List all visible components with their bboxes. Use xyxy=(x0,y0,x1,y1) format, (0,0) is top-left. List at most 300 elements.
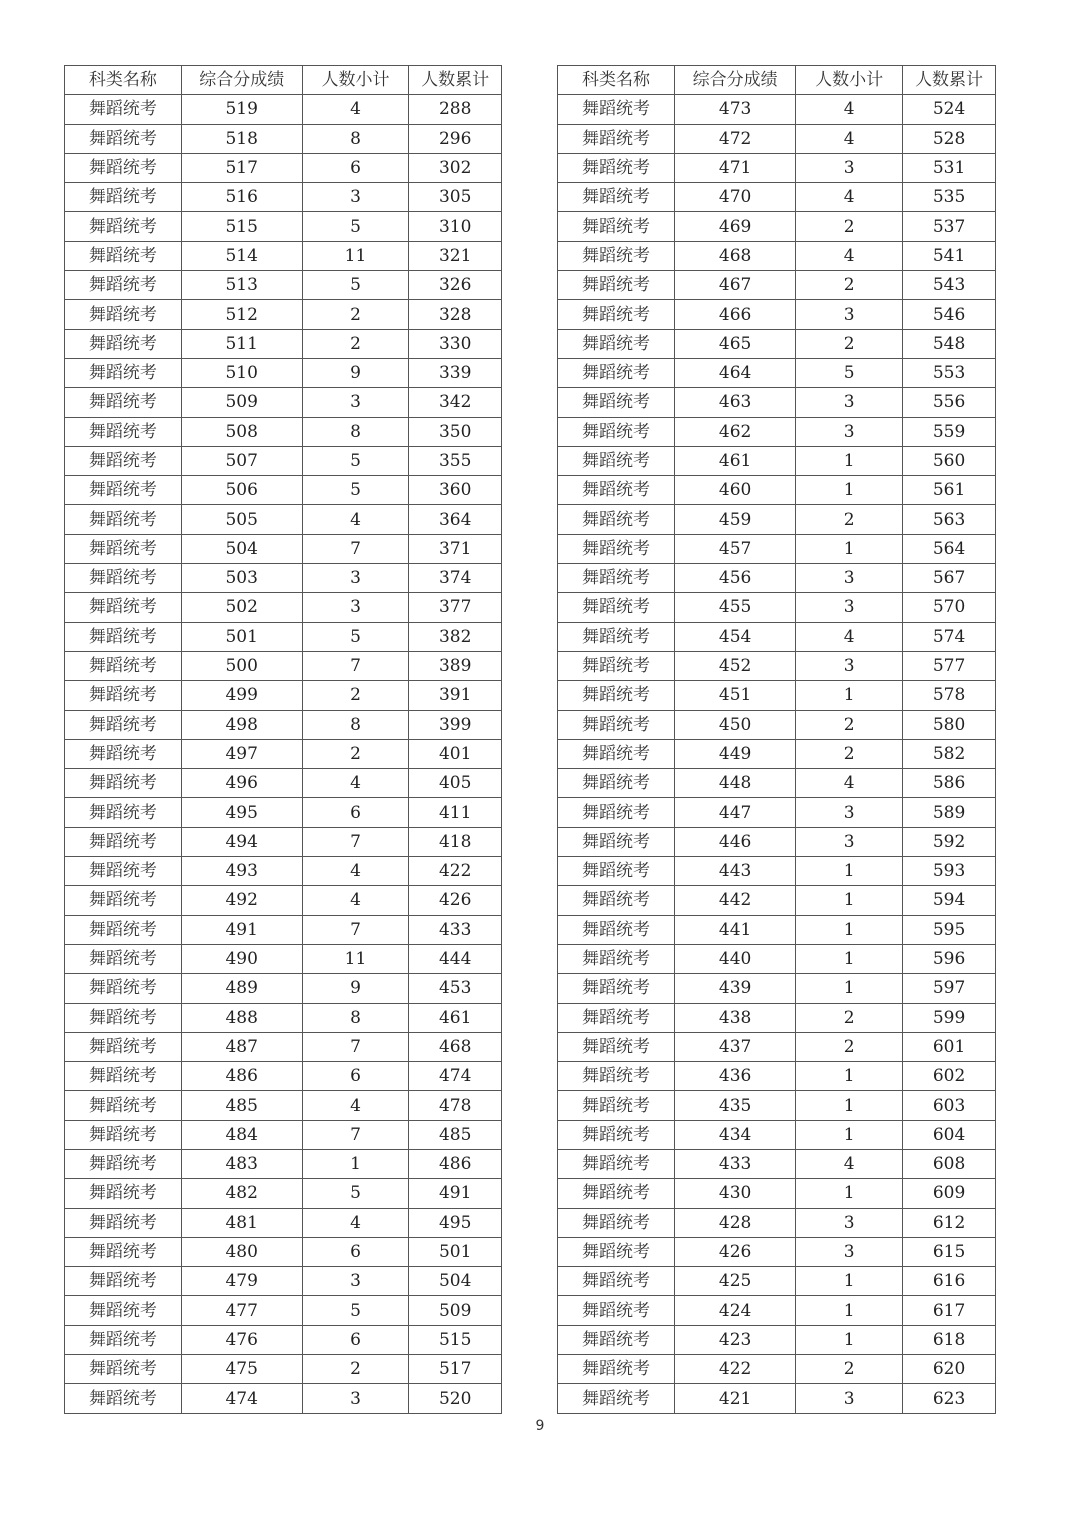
cell-category: 舞蹈统考 xyxy=(558,710,675,739)
table-row xyxy=(558,886,996,915)
cell-count: 7 xyxy=(302,915,409,944)
table-row xyxy=(65,915,502,944)
cell-score: 518 xyxy=(181,124,302,153)
cell-category: 舞蹈统考 xyxy=(558,1237,675,1266)
table-row xyxy=(558,1062,996,1091)
cell-score: 439 xyxy=(675,974,796,1003)
cell-category: 舞蹈统考 xyxy=(65,1003,182,1032)
cell-category: 舞蹈统考 xyxy=(558,1062,675,1091)
cell-count: 1 xyxy=(796,944,903,973)
table-row xyxy=(65,329,502,358)
cell-cumulative: 564 xyxy=(903,534,996,563)
cell-cumulative: 561 xyxy=(903,476,996,505)
cell-category: 舞蹈统考 xyxy=(558,739,675,768)
cell-count: 3 xyxy=(302,1384,409,1413)
table-row xyxy=(65,358,502,387)
table-row xyxy=(65,681,502,710)
cell-count: 1 xyxy=(796,446,903,475)
cell-category: 舞蹈统考 xyxy=(65,183,182,212)
cell-count: 4 xyxy=(302,857,409,886)
cell-cumulative: 595 xyxy=(903,915,996,944)
cell-score: 434 xyxy=(675,1120,796,1149)
cell-count: 9 xyxy=(302,358,409,387)
cell-category: 舞蹈统考 xyxy=(65,681,182,710)
cell-category: 舞蹈统考 xyxy=(65,505,182,534)
cell-count: 1 xyxy=(796,1179,903,1208)
cell-score: 474 xyxy=(181,1384,302,1413)
cell-count: 4 xyxy=(302,505,409,534)
cell-score: 433 xyxy=(675,1149,796,1178)
cell-count: 1 xyxy=(796,886,903,915)
table-row xyxy=(65,1091,502,1120)
score-table-left xyxy=(64,65,502,1414)
cell-count: 9 xyxy=(302,974,409,1003)
cell-score: 449 xyxy=(675,739,796,768)
cell-cumulative: 422 xyxy=(409,857,502,886)
cell-cumulative: 478 xyxy=(409,1091,502,1120)
cell-count: 6 xyxy=(302,153,409,182)
cell-count: 5 xyxy=(796,358,903,387)
cell-category: 舞蹈统考 xyxy=(65,622,182,651)
cell-count: 7 xyxy=(302,1032,409,1061)
cell-count: 1 xyxy=(302,1149,409,1178)
cell-cumulative: 537 xyxy=(903,212,996,241)
table-row xyxy=(65,124,502,153)
cell-category: 舞蹈统考 xyxy=(558,1208,675,1237)
cell-count: 3 xyxy=(796,153,903,182)
cell-category: 舞蹈统考 xyxy=(65,329,182,358)
cell-score: 450 xyxy=(675,710,796,739)
cell-count: 3 xyxy=(796,798,903,827)
table-row xyxy=(65,1032,502,1061)
cell-category: 舞蹈统考 xyxy=(558,153,675,182)
cell-category: 舞蹈统考 xyxy=(558,271,675,300)
cell-count: 2 xyxy=(796,1032,903,1061)
table-row xyxy=(65,241,502,270)
cell-cumulative: 360 xyxy=(409,476,502,505)
header-category: 科类名称 xyxy=(65,66,182,95)
cell-category: 舞蹈统考 xyxy=(65,739,182,768)
cell-category: 舞蹈统考 xyxy=(558,476,675,505)
cell-score: 511 xyxy=(181,329,302,358)
cell-category: 舞蹈统考 xyxy=(65,915,182,944)
table-row xyxy=(558,1384,996,1413)
table-row xyxy=(65,476,502,505)
table-row xyxy=(558,681,996,710)
cell-category: 舞蹈统考 xyxy=(65,1091,182,1120)
cell-score: 485 xyxy=(181,1091,302,1120)
cell-category: 舞蹈统考 xyxy=(65,476,182,505)
table-row xyxy=(65,1062,502,1091)
cell-count: 1 xyxy=(796,1091,903,1120)
cell-category: 舞蹈统考 xyxy=(558,974,675,1003)
table-row xyxy=(558,1267,996,1296)
cell-cumulative: 586 xyxy=(903,769,996,798)
table-row xyxy=(65,622,502,651)
cell-cumulative: 602 xyxy=(903,1062,996,1091)
cell-count: 6 xyxy=(302,1325,409,1354)
cell-score: 476 xyxy=(181,1325,302,1354)
cell-count: 1 xyxy=(796,1062,903,1091)
table-row xyxy=(558,271,996,300)
cell-category: 舞蹈统考 xyxy=(558,1384,675,1413)
cell-count: 4 xyxy=(302,886,409,915)
cell-score: 488 xyxy=(181,1003,302,1032)
cell-count: 4 xyxy=(796,622,903,651)
table-row xyxy=(558,358,996,387)
table-row xyxy=(558,1237,996,1266)
cell-category: 舞蹈统考 xyxy=(65,944,182,973)
page-number: 9 xyxy=(535,1418,545,1434)
table-row xyxy=(558,534,996,563)
table-row xyxy=(558,388,996,417)
cell-count: 3 xyxy=(302,388,409,417)
table-row xyxy=(65,1267,502,1296)
table-row xyxy=(65,388,502,417)
cell-score: 440 xyxy=(675,944,796,973)
cell-cumulative: 342 xyxy=(409,388,502,417)
cell-count: 3 xyxy=(796,651,903,680)
cell-count: 2 xyxy=(302,329,409,358)
cell-count: 6 xyxy=(302,1062,409,1091)
table-row xyxy=(558,1355,996,1384)
cell-score: 468 xyxy=(675,241,796,270)
cell-category: 舞蹈统考 xyxy=(65,857,182,886)
cell-cumulative: 371 xyxy=(409,534,502,563)
cell-score: 479 xyxy=(181,1267,302,1296)
cell-cumulative: 296 xyxy=(409,124,502,153)
table-row xyxy=(558,651,996,680)
table-row xyxy=(558,153,996,182)
cell-cumulative: 321 xyxy=(409,241,502,270)
cell-score: 438 xyxy=(675,1003,796,1032)
cell-category: 舞蹈统考 xyxy=(65,798,182,827)
table-row xyxy=(65,564,502,593)
cell-cumulative: 531 xyxy=(903,153,996,182)
cell-cumulative: 603 xyxy=(903,1091,996,1120)
cell-score: 492 xyxy=(181,886,302,915)
cell-cumulative: 355 xyxy=(409,446,502,475)
cell-cumulative: 524 xyxy=(903,95,996,124)
cell-count: 2 xyxy=(796,710,903,739)
cell-score: 484 xyxy=(181,1120,302,1149)
cell-score: 509 xyxy=(181,388,302,417)
cell-score: 463 xyxy=(675,388,796,417)
table-row xyxy=(558,95,996,124)
cell-category: 舞蹈统考 xyxy=(558,183,675,212)
table-row xyxy=(558,1032,996,1061)
cell-cumulative: 453 xyxy=(409,974,502,1003)
cell-category: 舞蹈统考 xyxy=(558,1091,675,1120)
cell-category: 舞蹈统考 xyxy=(558,95,675,124)
cell-category: 舞蹈统考 xyxy=(558,769,675,798)
cell-count: 7 xyxy=(302,534,409,563)
cell-cumulative: 391 xyxy=(409,681,502,710)
cell-cumulative: 612 xyxy=(903,1208,996,1237)
cell-category: 舞蹈统考 xyxy=(558,827,675,856)
cell-cumulative: 418 xyxy=(409,827,502,856)
table-row xyxy=(65,212,502,241)
cell-score: 459 xyxy=(675,505,796,534)
table-row xyxy=(558,505,996,534)
cell-cumulative: 559 xyxy=(903,417,996,446)
cell-cumulative: 468 xyxy=(409,1032,502,1061)
cell-score: 516 xyxy=(181,183,302,212)
cell-category: 舞蹈统考 xyxy=(65,95,182,124)
cell-category: 舞蹈统考 xyxy=(558,1325,675,1354)
cell-count: 3 xyxy=(302,593,409,622)
table-row xyxy=(65,769,502,798)
cell-score: 467 xyxy=(675,271,796,300)
cell-category: 舞蹈统考 xyxy=(65,651,182,680)
cell-category: 舞蹈统考 xyxy=(558,886,675,915)
cell-cumulative: 399 xyxy=(409,710,502,739)
cell-cumulative: 592 xyxy=(903,827,996,856)
cell-category: 舞蹈统考 xyxy=(558,388,675,417)
cell-cumulative: 491 xyxy=(409,1179,502,1208)
cell-cumulative: 596 xyxy=(903,944,996,973)
cell-category: 舞蹈统考 xyxy=(558,857,675,886)
cell-category: 舞蹈统考 xyxy=(558,651,675,680)
score-table-right xyxy=(557,65,996,1414)
table-row xyxy=(558,446,996,475)
cell-score: 454 xyxy=(675,622,796,651)
cell-category: 舞蹈统考 xyxy=(65,271,182,300)
table-row xyxy=(558,1149,996,1178)
cell-cumulative: 615 xyxy=(903,1237,996,1266)
cell-cumulative: 495 xyxy=(409,1208,502,1237)
cell-count: 2 xyxy=(302,681,409,710)
cell-count: 8 xyxy=(302,710,409,739)
table-row xyxy=(558,798,996,827)
cell-count: 5 xyxy=(302,212,409,241)
table-row xyxy=(558,974,996,1003)
cell-category: 舞蹈统考 xyxy=(65,417,182,446)
cell-count: 5 xyxy=(302,622,409,651)
cell-category: 舞蹈统考 xyxy=(558,1355,675,1384)
cell-category: 舞蹈统考 xyxy=(65,241,182,270)
cell-score: 481 xyxy=(181,1208,302,1237)
cell-count: 2 xyxy=(796,271,903,300)
cell-count: 7 xyxy=(302,651,409,680)
table-row xyxy=(558,300,996,329)
cell-count: 5 xyxy=(302,446,409,475)
cell-category: 舞蹈统考 xyxy=(65,212,182,241)
table-row xyxy=(558,329,996,358)
cell-cumulative: 461 xyxy=(409,1003,502,1032)
table-row xyxy=(65,944,502,973)
cell-count: 6 xyxy=(302,798,409,827)
cell-cumulative: 578 xyxy=(903,681,996,710)
cell-cumulative: 411 xyxy=(409,798,502,827)
cell-count: 4 xyxy=(302,1208,409,1237)
cell-count: 4 xyxy=(796,183,903,212)
cell-category: 舞蹈统考 xyxy=(65,593,182,622)
cell-cumulative: 574 xyxy=(903,622,996,651)
cell-score: 455 xyxy=(675,593,796,622)
cell-count: 3 xyxy=(796,300,903,329)
cell-count: 2 xyxy=(302,1355,409,1384)
cell-cumulative: 405 xyxy=(409,769,502,798)
cell-count: 1 xyxy=(796,974,903,1003)
cell-cumulative: 377 xyxy=(409,593,502,622)
cell-cumulative: 617 xyxy=(903,1296,996,1325)
cell-category: 舞蹈统考 xyxy=(65,534,182,563)
table-row xyxy=(558,622,996,651)
cell-score: 513 xyxy=(181,271,302,300)
cell-score: 437 xyxy=(675,1032,796,1061)
cell-cumulative: 616 xyxy=(903,1267,996,1296)
cell-count: 1 xyxy=(796,534,903,563)
cell-cumulative: 310 xyxy=(409,212,502,241)
cell-category: 舞蹈统考 xyxy=(65,1325,182,1354)
cell-score: 482 xyxy=(181,1179,302,1208)
cell-category: 舞蹈统考 xyxy=(558,622,675,651)
cell-count: 2 xyxy=(796,505,903,534)
cell-cumulative: 582 xyxy=(903,739,996,768)
cell-cumulative: 548 xyxy=(903,329,996,358)
cell-category: 舞蹈统考 xyxy=(558,417,675,446)
table-row xyxy=(65,651,502,680)
table-row xyxy=(65,417,502,446)
table-row xyxy=(558,915,996,944)
cell-category: 舞蹈统考 xyxy=(65,300,182,329)
cell-category: 舞蹈统考 xyxy=(558,1267,675,1296)
cell-count: 1 xyxy=(796,476,903,505)
cell-score: 477 xyxy=(181,1296,302,1325)
table-row xyxy=(558,739,996,768)
cell-category: 舞蹈统考 xyxy=(558,1032,675,1061)
cell-count: 7 xyxy=(302,1120,409,1149)
cell-score: 501 xyxy=(181,622,302,651)
cell-score: 424 xyxy=(675,1296,796,1325)
cell-score: 472 xyxy=(675,124,796,153)
cell-count: 3 xyxy=(796,1208,903,1237)
table-row xyxy=(558,710,996,739)
header-score: 综合分成绩 xyxy=(181,66,302,95)
cell-category: 舞蹈统考 xyxy=(65,827,182,856)
cell-score: 510 xyxy=(181,358,302,387)
cell-category: 舞蹈统考 xyxy=(558,798,675,827)
cell-cumulative: 474 xyxy=(409,1062,502,1091)
header-cumulative: 人数累计 xyxy=(903,66,996,95)
cell-score: 503 xyxy=(181,564,302,593)
cell-score: 506 xyxy=(181,476,302,505)
cell-count: 2 xyxy=(796,212,903,241)
cell-cumulative: 382 xyxy=(409,622,502,651)
cell-category: 舞蹈统考 xyxy=(558,329,675,358)
table-row xyxy=(65,710,502,739)
table-row xyxy=(65,1384,502,1413)
table-row xyxy=(65,534,502,563)
cell-category: 舞蹈统考 xyxy=(65,1384,182,1413)
cell-category: 舞蹈统考 xyxy=(558,1296,675,1325)
cell-score: 435 xyxy=(675,1091,796,1120)
table-row xyxy=(558,944,996,973)
cell-score: 469 xyxy=(675,212,796,241)
cell-cumulative: 594 xyxy=(903,886,996,915)
table-row xyxy=(65,1237,502,1266)
cell-score: 470 xyxy=(675,183,796,212)
cell-score: 498 xyxy=(181,710,302,739)
cell-category: 舞蹈统考 xyxy=(65,446,182,475)
table-row xyxy=(65,95,502,124)
table-row xyxy=(558,827,996,856)
cell-count: 3 xyxy=(796,827,903,856)
cell-score: 514 xyxy=(181,241,302,270)
cell-category: 舞蹈统考 xyxy=(65,886,182,915)
cell-score: 430 xyxy=(675,1179,796,1208)
cell-score: 512 xyxy=(181,300,302,329)
cell-count: 1 xyxy=(796,681,903,710)
cell-cumulative: 623 xyxy=(903,1384,996,1413)
cell-category: 舞蹈统考 xyxy=(558,1003,675,1032)
cell-score: 471 xyxy=(675,153,796,182)
cell-score: 494 xyxy=(181,827,302,856)
cell-category: 舞蹈统考 xyxy=(65,153,182,182)
cell-count: 3 xyxy=(796,1237,903,1266)
table-row xyxy=(65,857,502,886)
table-row xyxy=(65,1296,502,1325)
cell-count: 1 xyxy=(796,857,903,886)
cell-category: 舞蹈统考 xyxy=(65,564,182,593)
cell-category: 舞蹈统考 xyxy=(558,300,675,329)
header-count: 人数小计 xyxy=(302,66,409,95)
cell-category: 舞蹈统考 xyxy=(558,505,675,534)
cell-count: 11 xyxy=(302,241,409,270)
cell-cumulative: 604 xyxy=(903,1120,996,1149)
cell-cumulative: 577 xyxy=(903,651,996,680)
cell-count: 5 xyxy=(302,476,409,505)
cell-category: 舞蹈统考 xyxy=(65,1179,182,1208)
table-row xyxy=(558,417,996,446)
cell-score: 428 xyxy=(675,1208,796,1237)
cell-count: 1 xyxy=(796,1325,903,1354)
table-header-row xyxy=(558,66,996,95)
cell-count: 7 xyxy=(302,827,409,856)
cell-score: 457 xyxy=(675,534,796,563)
cell-score: 505 xyxy=(181,505,302,534)
cell-score: 423 xyxy=(675,1325,796,1354)
cell-score: 517 xyxy=(181,153,302,182)
cell-score: 443 xyxy=(675,857,796,886)
cell-score: 442 xyxy=(675,886,796,915)
cell-cumulative: 620 xyxy=(903,1355,996,1384)
cell-category: 舞蹈统考 xyxy=(65,1032,182,1061)
cell-score: 426 xyxy=(675,1237,796,1266)
table-row xyxy=(65,886,502,915)
cell-count: 4 xyxy=(796,241,903,270)
table-row xyxy=(558,593,996,622)
table-row xyxy=(558,476,996,505)
cell-cumulative: 444 xyxy=(409,944,502,973)
cell-cumulative: 486 xyxy=(409,1149,502,1178)
cell-count: 4 xyxy=(302,95,409,124)
cell-cumulative: 560 xyxy=(903,446,996,475)
cell-score: 448 xyxy=(675,769,796,798)
cell-score: 507 xyxy=(181,446,302,475)
table-row xyxy=(558,769,996,798)
table-row xyxy=(558,1179,996,1208)
cell-score: 491 xyxy=(181,915,302,944)
cell-score: 441 xyxy=(675,915,796,944)
cell-score: 495 xyxy=(181,798,302,827)
cell-score: 475 xyxy=(181,1355,302,1384)
cell-count: 3 xyxy=(796,388,903,417)
cell-count: 3 xyxy=(796,564,903,593)
cell-count: 2 xyxy=(796,1003,903,1032)
cell-score: 502 xyxy=(181,593,302,622)
